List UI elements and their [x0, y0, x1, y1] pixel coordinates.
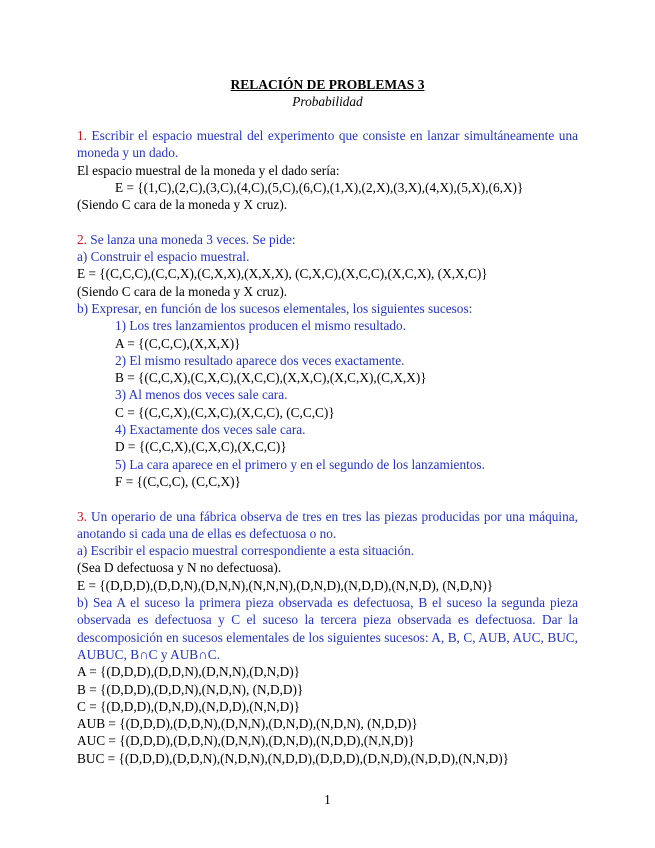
problem-2-number: 2.	[77, 231, 87, 247]
list-item-answer: A = {(C,C,C),(X,X,X)}	[115, 335, 241, 351]
document-subtitle: Probabilidad	[292, 94, 363, 109]
page-number: 1	[324, 792, 331, 807]
problem-2	[77, 231, 578, 490]
problem-3-part-a: a) Escribir el espacio muestral correspondiente a esta situación.	[77, 543, 415, 559]
problem-2-part-b: b) Expresar, en función de los sucesos elementales, los siguientes sucesos:	[77, 300, 473, 316]
problem-2-part-a: a) Construir el espacio muestral.	[77, 249, 250, 265]
problem-3-answer: A = {(D,D,D),(D,D,N),(D,N,N),(D,N,D)}	[77, 664, 301, 680]
problem-3	[77, 508, 578, 767]
document-header	[0, 76, 655, 110]
problem-3-answer: C = {(D,D,D),(D,N,D),(N,D,D),(N,N,D)}	[77, 698, 301, 714]
problem-1-sample-space: E = {(1,C),(2,C),(3,C),(4,C),(5,C),(6,C),(1,X),(2,X),(3,X),(4,X),(5,X),(6,X)}	[115, 179, 524, 195]
problem-1-number: 1.	[77, 128, 87, 143]
list-item-question: 3) Al menos dos veces sale cara.	[115, 387, 288, 403]
list-item-answer: C = {(C,C,X),(C,X,C),(X,C,C), (C,C,C)}	[115, 404, 335, 420]
list-item-answer: B = {(C,C,X),(C,X,C),(X,C,C),(X,X,C),(X,C,X),(C,X,X)}	[115, 370, 427, 386]
list-item-question: 1) Los tres lanzamientos producen el mismo resultado.	[115, 318, 406, 334]
list-item-question: 2) El mismo resultado aparece dos veces exactamente.	[115, 352, 405, 368]
document-title: RELACIÓN DE PROBLEMAS 3	[230, 77, 425, 92]
problem-1-answer-intro: El espacio muestral de la moneda y el dado sería:	[77, 162, 340, 178]
problem-1-question-text: Escribir el espacio muestral del experimento que consiste en lanzar simultáneamente una moneda y un dado.	[77, 128, 578, 161]
document-body	[77, 127, 578, 767]
list-item-question: 5) La cara aparece en el primero y en el segundo de los lanzamientos.	[115, 456, 485, 472]
problem-3-part-b: b) Sea A el suceso la primera pieza observada es defectuosa, B el suceso la segunda pieza observada es defectuosa y C el suceso la tercera pieza observada es defectuosa. Dar la descomposición en sucesos elementales de los siguientes sucesos: A, B, C, AUB, AUC, BUC, AUBUC, B∩C y AUB∩C.	[77, 595, 578, 662]
problem-2-question	[77, 231, 578, 248]
problem-3-answer: B = {(D,D,D),(D,D,N),(N,D,N), (N,D,D)}	[77, 681, 304, 697]
problem-3-answer: BUC = {(D,D,D),(D,D,N),(N,D,N),(N,D,D),(D,D,D),(D,N,D),(N,D,D),(N,N,D)}	[77, 750, 510, 766]
problem-3-answer: AUC = {(D,D,D),(D,D,N),(D,N,N),(D,N,D),(N,D,D),(N,N,D)}	[77, 733, 415, 749]
problem-2-items	[77, 317, 578, 490]
problem-1-note: (Siendo C cara de la moneda y X cruz).	[77, 197, 288, 213]
problem-2-question-text: Se lanza una moneda 3 veces. Se pide:	[86, 231, 296, 247]
list-item-answer: D = {(C,C,X),(C,X,C),(X,C,C)}	[115, 439, 287, 455]
problem-3-note: (Sea D defectuosa y N no defectuosa).	[77, 560, 282, 576]
problem-3-sample-space: E = {(D,D,D),(D,D,N),(D,N,N),(N,N,N),(D,N,D),(N,D,D),(N,N,D), (N,D,N)}	[77, 577, 494, 593]
list-item-answer: F = {(C,C,C), (C,C,X)}	[115, 473, 241, 489]
list-item-question: 4) Exactamente dos veces sale cara.	[115, 422, 306, 438]
problem-1	[77, 127, 578, 213]
problem-2-note: (Siendo C cara de la moneda y X cruz).	[77, 283, 288, 299]
problem-1-question	[77, 127, 578, 162]
problem-3-answer: AUB = {(D,D,D),(D,D,N),(D,N,N),(D,N,D),(N,D,N), (N,D,D)}	[77, 716, 418, 732]
problem-3-number: 3.	[77, 508, 87, 524]
problem-3-question	[77, 508, 578, 543]
problem-2-sample-space: E = {(C,C,C),(C,C,X),(C,X,X),(X,X,X), (C,X,C),(X,C,C),(X,C,X), (X,X,C)}	[77, 266, 488, 282]
problem-3-question-text: Un operario de una fábrica observa de tres en tres las piezas producidas por una máquina, anotando si cada una de ellas es defectuosa o no.	[77, 508, 578, 541]
